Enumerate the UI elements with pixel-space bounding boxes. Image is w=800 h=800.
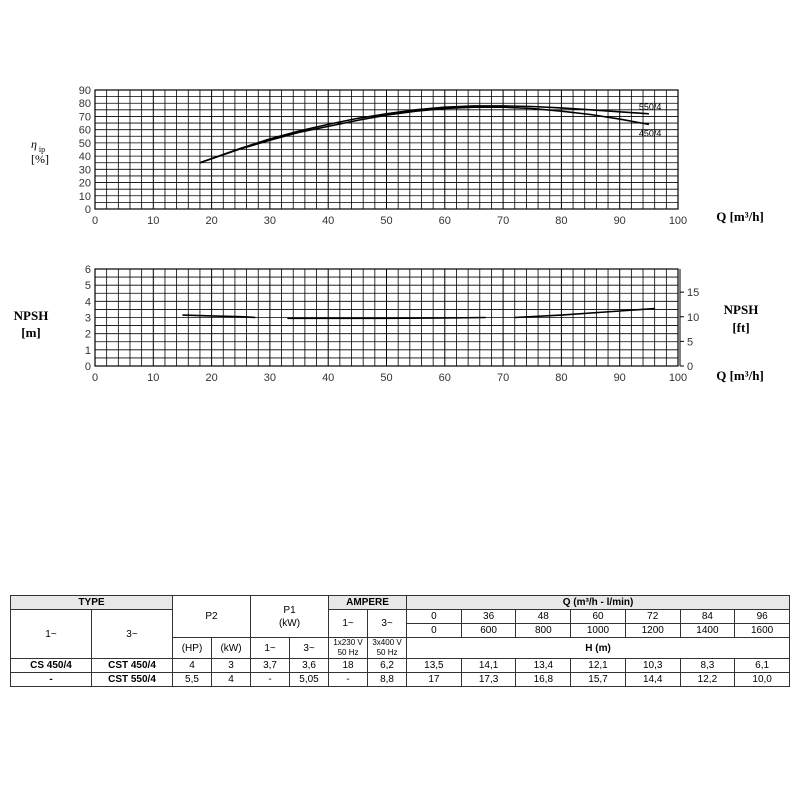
x-tick-label: 60 (438, 372, 451, 384)
q-lmin-cell: 1400 (680, 624, 735, 638)
efficiency-x-label: Q [m³/h] (716, 209, 764, 224)
right-tick-label: 10 (687, 311, 700, 324)
x-tick-label: 100 (668, 372, 688, 384)
npsh-y-label: NPSH (13, 308, 49, 323)
y-tick-label: 4 (84, 296, 91, 309)
type-header: TYPE (11, 596, 173, 610)
efficiency-y-label-sub: ip (38, 145, 46, 154)
p1-1-cell: - (251, 673, 290, 687)
q-lmin-cell: 800 (516, 624, 571, 638)
q-header: Q (m³/h - l/min) (407, 596, 790, 610)
p2-header: P2 (173, 596, 251, 638)
efficiency-y-ticks (79, 85, 91, 216)
p1-1-cell: 3,7 (251, 659, 290, 673)
head-cell: 12,2 (680, 673, 735, 687)
series-line (287, 318, 485, 319)
ampere-1-voltage: 1x230 V 50 Hz (329, 638, 368, 659)
p1-3-header: 3~ (290, 638, 329, 659)
head-cell: 10,0 (735, 673, 790, 687)
series-line (200, 107, 649, 163)
y-tick-label: 40 (78, 151, 91, 164)
ampere-3-voltage: 3x400 V 50 Hz (368, 638, 407, 659)
head-cell: 17,3 (461, 673, 516, 687)
x-tick-label: 80 (555, 215, 568, 227)
q-lmin-cell: 1600 (735, 624, 790, 638)
q-m3h-cell: 96 (735, 610, 790, 624)
x-tick-label: 100 (668, 215, 688, 227)
right-tick-label: 0 (687, 361, 694, 373)
table-row (11, 659, 790, 673)
x-tick-label: 90 (613, 372, 626, 384)
q-m3h-cell: 48 (516, 610, 571, 624)
x-tick-label: 40 (322, 372, 335, 384)
ampere-1-cell: 18 (329, 659, 368, 673)
y-tick-label: 30 (78, 164, 91, 177)
npsh-right-label-unit: [ft] (732, 320, 750, 335)
head-cell: 13,4 (516, 659, 571, 673)
x-tick-label: 50 (380, 215, 393, 227)
head-cell: 14,4 (625, 673, 680, 687)
q-m3h-cell: 60 (571, 610, 626, 624)
kw-cell: 3 (212, 659, 251, 673)
x-tick-label: 10 (147, 372, 160, 384)
npsh-x-label: Q [m³/h] (716, 368, 764, 383)
hp-cell: 4 (173, 659, 212, 673)
type-3-cell: CST 450/4 (92, 659, 173, 673)
head-cell: 17 (407, 673, 462, 687)
y-tick-label: 6 (84, 264, 91, 276)
x-tick-label: 30 (263, 215, 277, 227)
efficiency-grid (95, 90, 678, 209)
table-row (11, 673, 790, 687)
x-tick-label: 70 (496, 215, 510, 227)
x-tick-label: 0 (91, 215, 99, 227)
series-label: 550/4 (638, 101, 662, 112)
ampere-1-header: 1~ (329, 610, 368, 638)
x-tick-label: 10 (147, 215, 160, 227)
head-cell: 14,1 (461, 659, 516, 673)
x-tick-label: 70 (496, 372, 510, 384)
x-tick-label: 20 (205, 372, 218, 384)
ampere-1-cell: - (329, 673, 368, 687)
y-tick-label: 50 (78, 137, 91, 150)
ampere-3-cell: 8,8 (368, 673, 407, 687)
x-tick-label: 0 (91, 372, 99, 384)
y-tick-label: 0 (84, 204, 91, 216)
efficiency-series-labels (639, 102, 662, 139)
efficiency-curves (200, 106, 649, 163)
type-1-cell: CS 450/4 (11, 659, 92, 673)
series-line (200, 106, 649, 163)
ampere-header: AMPERE (329, 596, 407, 610)
phase-3-header: 3~ (92, 610, 173, 659)
p2-kw-header: (kW) (212, 638, 251, 659)
npsh-curves (182, 309, 654, 319)
q-m3h-cell: 0 (407, 610, 462, 624)
x-tick-label: 90 (613, 215, 626, 227)
x-tick-label: 60 (438, 215, 451, 227)
q-lmin-cell: 1000 (571, 624, 626, 638)
head-cell: 13,5 (407, 659, 462, 673)
kw-cell: 4 (212, 673, 251, 687)
npsh-y-ticks (85, 264, 91, 373)
performance-table (10, 595, 790, 687)
efficiency-x-ticks (92, 215, 687, 227)
q-m3h-cell: 36 (461, 610, 516, 624)
npsh-x-ticks (92, 372, 687, 384)
y-tick-label: 1 (84, 344, 91, 357)
h-header: H (m) (407, 638, 790, 659)
y-tick-label: 2 (84, 328, 91, 341)
p1-header: P1 (kW) (251, 596, 329, 638)
q-m3h-cell: 84 (680, 610, 735, 624)
y-tick-label: 80 (78, 98, 91, 111)
p2-hp-header: (HP) (173, 638, 212, 659)
head-cell: 6,1 (735, 659, 790, 673)
npsh-y-label-unit: [m] (21, 325, 41, 340)
efficiency-y-label-unit: [%] (31, 152, 49, 166)
q-lmin-cell: 600 (461, 624, 516, 638)
y-tick-label: 60 (78, 124, 91, 137)
npsh-y-ticks-right (680, 269, 699, 373)
y-tick-label: 0 (84, 361, 91, 373)
head-cell: 15,7 (571, 673, 626, 687)
ampere-3-header: 3~ (368, 610, 407, 638)
x-tick-label: 50 (380, 372, 393, 384)
y-tick-label: 5 (84, 280, 91, 293)
q-lmin-cell: 1200 (625, 624, 680, 638)
x-tick-label: 30 (263, 372, 277, 384)
head-cell: 8,3 (680, 659, 735, 673)
type-1-cell: - (11, 673, 92, 687)
head-cell: 12,1 (571, 659, 626, 673)
ampere-3-cell: 6,2 (368, 659, 407, 673)
hp-cell: 5,5 (173, 673, 212, 687)
phase-1-header: 1~ (11, 610, 92, 659)
npsh-right-label: NPSH (723, 302, 759, 317)
series-label: 450/4 (638, 128, 662, 139)
y-tick-label: 3 (84, 312, 91, 325)
y-tick-label: 70 (78, 111, 91, 124)
type-3-cell: CST 550/4 (92, 673, 173, 687)
x-tick-label: 20 (205, 215, 218, 227)
x-tick-label: 40 (322, 215, 335, 227)
right-tick-label: 15 (687, 287, 700, 300)
right-tick-label: 5 (687, 336, 694, 349)
head-cell: 16,8 (516, 673, 571, 687)
y-tick-label: 90 (78, 85, 91, 97)
y-tick-label: 20 (78, 177, 91, 190)
head-cell: 10,3 (625, 659, 680, 673)
efficiency-chart (31, 85, 764, 227)
p1-3-cell: 3,6 (290, 659, 329, 673)
p1-1-header: 1~ (251, 638, 290, 659)
p1-3-cell: 5,05 (290, 673, 329, 687)
x-tick-label: 80 (555, 372, 568, 384)
q-m3h-cell: 72 (625, 610, 680, 624)
q-lmin-cell: 0 (407, 624, 462, 638)
efficiency-y-label-symbol: η (31, 137, 37, 151)
npsh-chart (14, 264, 764, 384)
y-tick-label: 10 (78, 190, 91, 203)
